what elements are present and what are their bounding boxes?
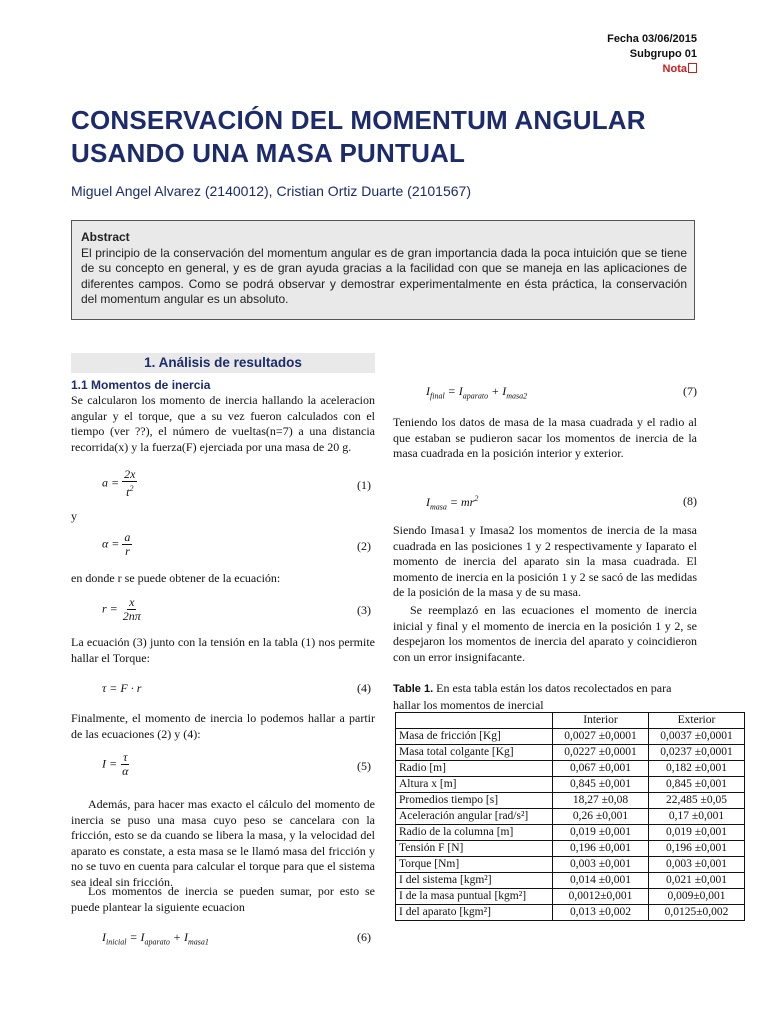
table-cell: I del aparato [kgm²]	[396, 905, 553, 921]
equation-2: α = $\frac{a}{r}$	[102, 530, 131, 558]
equation-6: $I_{inicial} = I_{aparato} + I_{masa1}$	[102, 930, 209, 947]
table-cell: Tensión F [N]	[396, 841, 553, 857]
abstract-box	[71, 220, 695, 320]
table-caption	[393, 681, 693, 713]
table-row	[396, 729, 745, 745]
table-cell: 0,067 ±0,001	[553, 761, 649, 777]
table-cell: Radio [m]	[396, 761, 553, 777]
left-paragraph-3: La ecuación (3) junto con la tensión en la tabla (1) nos permite hallar el Torque:	[71, 635, 375, 665]
right-paragraph-2: Siendo Imasa1 y Imasa2 los momentos de inercia de la masa cuadrada en las posiciones 1 y 2 respectivamente y Iaparato el momento de inercia del aparato sin la masa cuadrada. El momento de inercia en la posición 1 y 2 se sacó de las medidas de la posición de la masa y de su masa.	[393, 523, 697, 599]
table-cell: Torque [Nm]	[396, 857, 553, 873]
equation-4: τ = F · r	[102, 681, 142, 695]
table-header-cell	[396, 713, 553, 729]
left-paragraph-5: Además, para hacer mas exacto el cálculo del momento de inercia se puso una masa cuyo peso se cancelara con la fricción, esto se da cuando se libera la masa, y la velocidad del aparato es constate, a esta masa se le llamó masa del fricción y no se tuvo en cuenta para calcular el torque para que el sistema sea ideal sin fricción.	[71, 797, 375, 889]
table-row	[396, 857, 745, 873]
left-paragraph-1: Se calcularon los momento de inercia hallando la aceleracion angular y el torque, que a su vez fueron calculados con el tiempo (ver ??), el número de vueltas(n=7) a una distancia recorrida(x) y la fuerza(F) ejerciada por una masa de 20 g.	[71, 393, 375, 454]
table-cell: Masa total colgante [Kg]	[396, 745, 553, 761]
equation-number-3: (3)	[357, 603, 371, 617]
equation-number-8: (8)	[683, 494, 697, 508]
table-caption-label: Table 1.	[393, 683, 434, 695]
subgroup-label: Subgrupo 01	[629, 48, 697, 60]
right-paragraph-3: Se reemplazó en las ecuaciones el momento de inercia inicial y final y el momento de inercia en la posición 1 y 2, se despejaron los momentos de inercia del aparato y coincidieron con un error insignifacante.	[393, 603, 697, 664]
title-line-1: CONSERVACIÓN DEL MOMENTUM ANGULAR	[71, 105, 646, 135]
equation-number-2: (2)	[357, 539, 371, 553]
right-paragraph-1: Teniendo los datos de masa de la masa cuadrada y el radio al que estaban se pudieron sacar los momentos de inercia de la masa cuadrada en la posición interior y exterior.	[393, 415, 697, 460]
table-caption-text: En esta tabla están los datos recolectados en para hallar los momentos de inercial	[393, 681, 672, 712]
equation-7: $I_{final} = I_{aparato} + I_{masa2}$	[426, 384, 528, 401]
table-cell: 22,485 ±0,05	[649, 793, 745, 809]
table-cell: 0,0027 ±0,0001	[553, 729, 649, 745]
subsection-heading: 1.1 Momentos de inercia	[71, 378, 211, 392]
equation-5: I = $\frac{\tau}{\alpha}$	[102, 750, 129, 778]
equation-number-1: (1)	[357, 478, 371, 492]
left-paragraph-4: Finalmente, el momento de inercia lo podemos hallar a partir de las ecuaciones (2) y (4):	[71, 711, 375, 741]
table-row	[396, 905, 745, 921]
equation-number-5: (5)	[357, 759, 371, 773]
table-cell: 0,0237 ±0,0001	[649, 745, 745, 761]
data-table	[395, 712, 745, 921]
table-row	[396, 825, 745, 841]
table-cell: 0,845 ±0,001	[649, 777, 745, 793]
table-cell: 0,014 ±0,001	[553, 873, 649, 889]
table-cell: Masa de fricción [Kg]	[396, 729, 553, 745]
table-cell: 0,0037 ±0,0001	[649, 729, 745, 745]
abstract-heading: Abstract	[81, 230, 130, 244]
equation-number-7: (7)	[683, 384, 697, 398]
table-cell: Radio de la columna [m]	[396, 825, 553, 841]
table-cell: Aceleración angular [rad/s²]	[396, 809, 553, 825]
table-row	[396, 777, 745, 793]
table-cell: 0,182 ±0,001	[649, 761, 745, 777]
table-cell: 0,021 ±0,001	[649, 873, 745, 889]
table-cell: Altura x [m]	[396, 777, 553, 793]
equation-8: $I_{masa} = mr^2$	[426, 494, 479, 512]
table-cell: 0,0227 ±0,0001	[553, 745, 649, 761]
section-heading: 1. Análisis de resultados	[71, 353, 375, 373]
table-cell: 0,019 ±0,001	[553, 825, 649, 841]
table-header-cell: Interior	[553, 713, 649, 729]
table-cell: 0,0125±0,002	[649, 905, 745, 921]
table-cell: 0,845 ±0,001	[553, 777, 649, 793]
grade-box	[688, 63, 697, 73]
table-row	[396, 793, 745, 809]
equation-number-6: (6)	[357, 930, 371, 944]
grade-label	[663, 62, 697, 77]
authors: Miguel Angel Alvarez (2140012), Cristian Ortiz Duarte (2101567)	[71, 183, 471, 199]
table-row	[396, 745, 745, 761]
table-row	[396, 841, 745, 857]
table-cell: 0,003 ±0,001	[649, 857, 745, 873]
left-paragraph-2: en donde r se puede obtener de la ecuación:	[71, 571, 281, 585]
table-cell: 0,013 ±0,002	[553, 905, 649, 921]
table-cell: 0,019 ±0,001	[649, 825, 745, 841]
table-header-row	[396, 713, 745, 729]
grade-text: Nota	[662, 63, 687, 75]
table-cell: I del sistema [kgm²]	[396, 873, 553, 889]
table-row	[396, 873, 745, 889]
table-cell: 0,26 ±0,001	[553, 809, 649, 825]
paper-title	[71, 104, 691, 170]
table-row	[396, 889, 745, 905]
table-cell: Promedios tiempo [s]	[396, 793, 553, 809]
table-cell: 0,196 ±0,001	[553, 841, 649, 857]
equation-number-4: (4)	[357, 681, 371, 695]
table-cell: 0,196 ±0,001	[649, 841, 745, 857]
date-label: Fecha 03/06/2015	[607, 33, 697, 45]
table-row	[396, 761, 745, 777]
table-cell: 0,003 ±0,001	[553, 857, 649, 873]
word-y: y	[71, 509, 77, 523]
table-cell: 0,009±0,001	[649, 889, 745, 905]
table-cell: 0,0012±0,001	[553, 889, 649, 905]
table-header-cell: Exterior	[649, 713, 745, 729]
table-cell: 18,27 ±0,08	[553, 793, 649, 809]
equation-3: r = $\frac{x}{2n\pi}$	[102, 595, 141, 623]
left-paragraph-6: Los momentos de inercia se pueden sumar, por esto se puede plantear la siguiente ecuacion	[71, 884, 375, 914]
equation-1: a = $\frac{2x}{t^2}$	[102, 467, 136, 499]
title-line-2: USANDO UNA MASA PUNTUAL	[71, 138, 466, 168]
abstract-text: El principio de la conservación del momentum angular es de gran importancia dada la poca intuición que se tiene de su concepto en general, y es de gran ayuda gracias a la facilidad con que se maneja en las aplicaciones de diferentes campos. Como se podrá observar y demostrar experimentalmente en ésta práctica, la conservación del momentum angular es un absoluto.	[81, 245, 687, 306]
table-row	[396, 809, 745, 825]
table-cell: 0,17 ±0,001	[649, 809, 745, 825]
table-cell: I de la masa puntual [kgm²]	[396, 889, 553, 905]
